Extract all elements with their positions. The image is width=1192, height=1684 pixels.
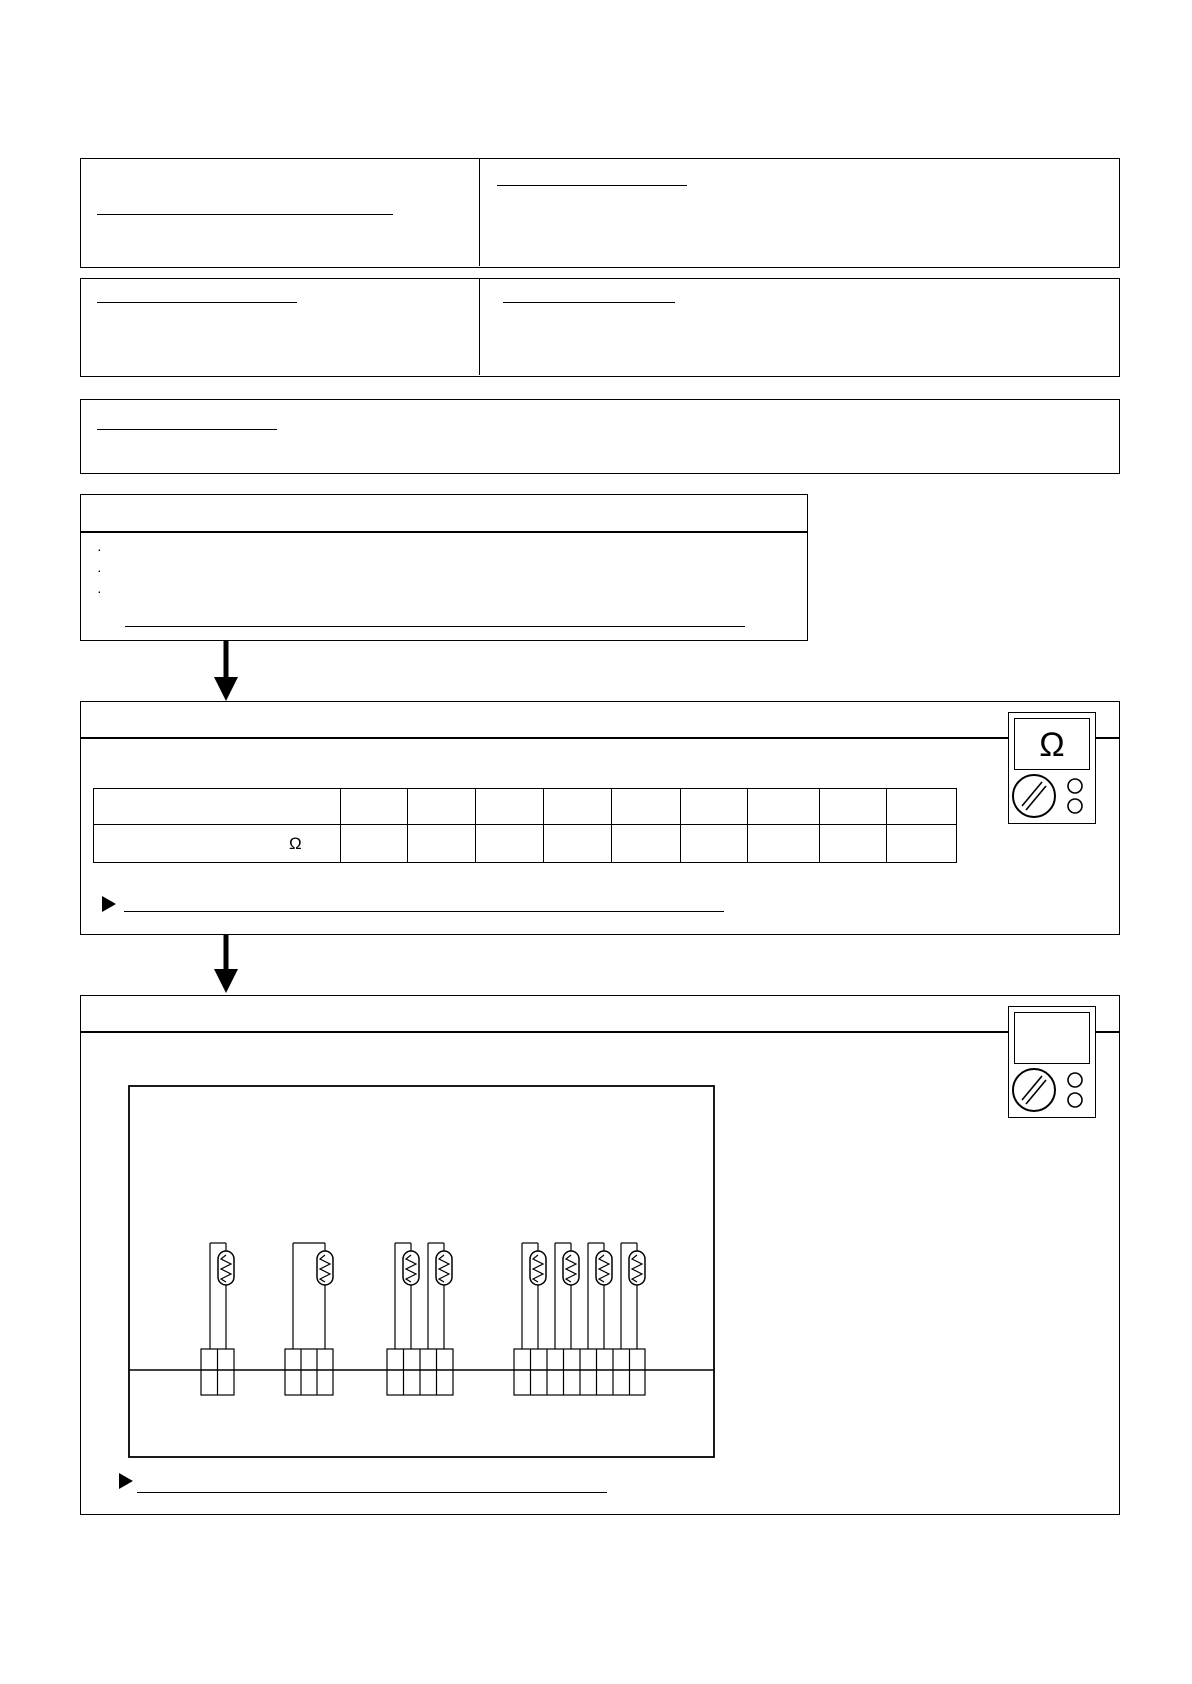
meter-display bbox=[1014, 1012, 1090, 1064]
multimeter-icon bbox=[1008, 1006, 1096, 1118]
bullet-item: · bbox=[97, 541, 102, 557]
resistor-icon bbox=[218, 1251, 645, 1285]
meter-dial bbox=[1009, 1064, 1095, 1116]
bullet-item: · bbox=[97, 583, 102, 599]
meter-display: Ω bbox=[1014, 718, 1090, 770]
resistance-unit-label: Ω bbox=[94, 825, 341, 863]
bullet-item: · bbox=[97, 562, 102, 578]
